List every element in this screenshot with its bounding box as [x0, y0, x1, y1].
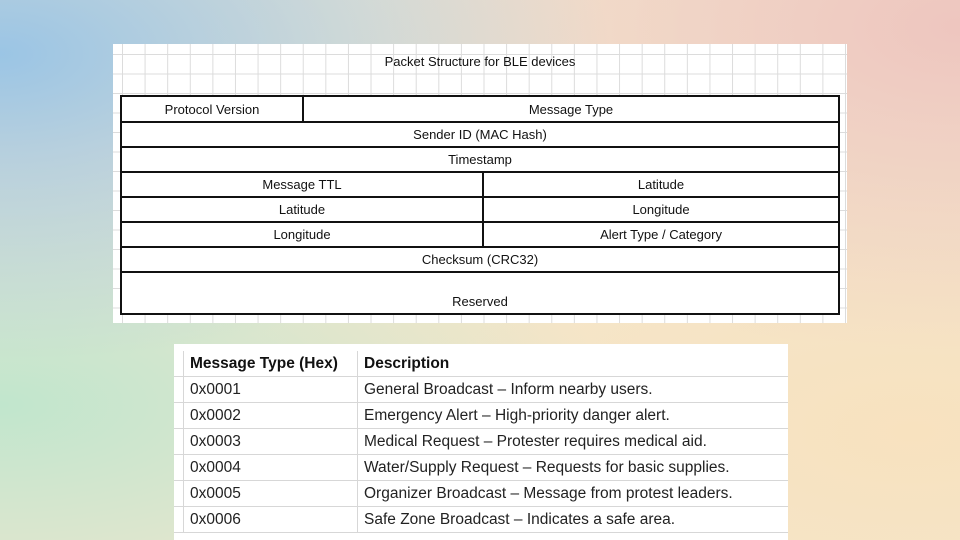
table-row [174, 481, 788, 507]
field-alert-type: Alert Type / Category [482, 223, 838, 246]
hex-code-cell: 0x0001 [184, 377, 358, 402]
table-row [174, 377, 788, 403]
message-type-table [174, 344, 788, 540]
description-cell: Medical Request – Protester requires medical aid. [364, 432, 707, 450]
field-checksum: Checksum (CRC32) [421, 252, 539, 267]
packet-row [122, 121, 838, 146]
field-longitude: Longitude [273, 227, 331, 242]
field-latitude: Latitude [482, 173, 838, 196]
packet-structure-panel [113, 44, 847, 323]
packet-row [122, 196, 838, 221]
field-sender-id: Sender ID (MAC Hash) [413, 127, 547, 142]
field-latitude: Latitude [278, 202, 326, 217]
table-row [174, 455, 788, 481]
packet-row [122, 246, 838, 271]
table-row [174, 507, 788, 533]
hex-code-cell: 0x0004 [184, 455, 358, 480]
table-row [174, 403, 788, 429]
packet-row [122, 146, 838, 171]
column-header-hex: Message Type (Hex) [184, 351, 358, 376]
packet-row [122, 171, 838, 196]
hex-code-cell: 0x0006 [184, 507, 358, 532]
diagram-title: Packet Structure for BLE devices [384, 54, 576, 69]
packet-row [122, 97, 838, 121]
description-cell: Water/Supply Request – Requests for basic supplies. [364, 458, 730, 476]
field-message-ttl: Message TTL [262, 177, 342, 192]
field-reserved: Reserved [452, 294, 508, 309]
hex-code-cell: 0x0002 [184, 403, 358, 428]
description-cell: Emergency Alert – High-priority danger alert. [364, 406, 670, 424]
packet-row [122, 271, 838, 313]
description-cell: Organizer Broadcast – Message from protest leaders. [364, 484, 733, 502]
column-header-description: Description [364, 354, 450, 372]
field-protocol-version: Protocol Version [164, 101, 260, 117]
packet-row [122, 221, 838, 246]
field-longitude: Longitude [482, 198, 838, 221]
table-header-row [174, 351, 788, 377]
description-cell: Safe Zone Broadcast – Indicates a safe area. [364, 510, 676, 528]
hex-code-cell: 0x0005 [184, 481, 358, 506]
hex-code-cell: 0x0003 [184, 429, 358, 454]
packet-diagram [120, 95, 840, 315]
field-message-type: Message Type [302, 97, 838, 121]
description-cell: General Broadcast – Inform nearby users. [364, 380, 653, 398]
field-timestamp: Timestamp [448, 152, 512, 167]
table-row [174, 429, 788, 455]
